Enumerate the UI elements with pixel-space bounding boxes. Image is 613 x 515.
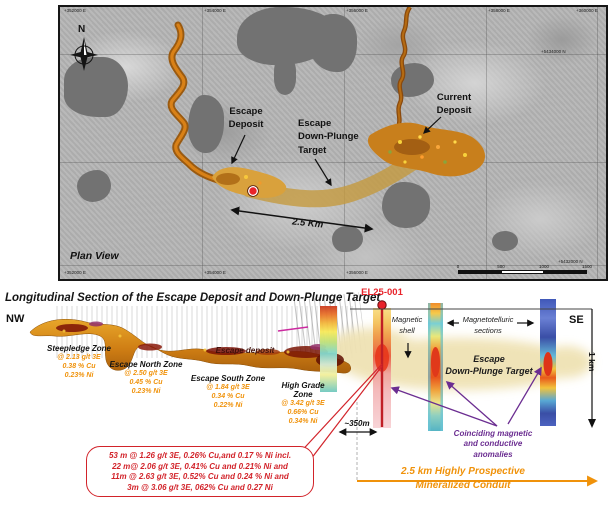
drill-result-line1: 53 m @ 1.26 g/t 3E, 0.26% Cu,and 0.17 % Ni incl. (108, 451, 292, 460)
escape-deposit-dark-patch (216, 173, 240, 185)
coord-top-3: +356000 E (346, 8, 368, 13)
coord-right-2: +5432000 N (558, 259, 583, 264)
scale-segment (544, 270, 587, 274)
zone-name: Zone (293, 390, 313, 399)
coord-bot-3: +356000 E (346, 270, 368, 275)
se-label: SE (569, 314, 584, 326)
magnetic-shell-label (392, 315, 422, 336)
zone-name: Escape South Zone (190, 374, 266, 383)
distance-label-2-5km: 2.5 Km (291, 216, 324, 231)
north-arrow-icon (70, 37, 98, 71)
down-plunge-target-line1: Escape (473, 354, 505, 364)
zone-escape-north (110, 360, 183, 396)
conduit-label (401, 465, 525, 492)
drillhole-label: EL25-001 (361, 287, 403, 298)
escape-deposit-band (171, 25, 218, 180)
drill-result-line2: 22 m@ 2.06 g/t 3E, 0.41% Cu and 0.21% Ni and (112, 461, 288, 471)
zone-cu: 0.34 % Cu (211, 393, 245, 401)
speckle (244, 175, 248, 179)
mt-strip-b-edge (441, 303, 444, 431)
mt-strip-b-core (431, 347, 440, 377)
zone-high-grade (281, 381, 324, 426)
drill-result-line4: 3m @ 3.06 g/t 3E, 062% Cu and 0.27 Ni (127, 482, 273, 492)
anomalies-line3: anomalies (473, 449, 513, 459)
coord-top-1: +352000 E (64, 8, 86, 13)
zone-ni: 0.23% Ni (131, 388, 161, 396)
north-label: N (78, 24, 86, 35)
magnetic-shell-line1: Magnetic (391, 315, 423, 324)
scale-tick-0: 0 (456, 264, 460, 269)
current-deposit-band (398, 7, 410, 127)
escape-deposit-label-line2: Deposit (228, 118, 264, 130)
speckle (258, 181, 261, 184)
zone-escape-south (191, 374, 265, 410)
coord-top-5: +360000 E (576, 8, 598, 13)
drill-collar-marker (249, 187, 258, 196)
zone-name: Escape North Zone (109, 360, 183, 369)
down-plunge-target-line2: Down-Plunge Target (445, 366, 533, 377)
escape-deposit-pointer (232, 135, 245, 163)
down-plunge-target-label (445, 353, 532, 377)
zone-grade: @ 3.42 g/t 3E (281, 400, 325, 407)
zone-grade: @ 2.50 g/t 3E (124, 370, 168, 377)
anomalies-label (454, 429, 533, 460)
scale-segment (501, 270, 544, 274)
anomalies-line1: Coinciding magnetic (453, 429, 533, 438)
coord-right-1: +5434000 N (541, 49, 566, 54)
conduit-line1: 2.5 km Highly Prospective (401, 466, 525, 477)
magnetotelluric-line1: Magnetotelluric (462, 315, 514, 324)
coord-top-4: +358000 E (488, 8, 510, 13)
zone-cu: 0.45 % Cu (129, 379, 163, 387)
zone-ni: 0.34% Ni (288, 418, 318, 426)
magnetotelluric-line2: sections (474, 325, 502, 335)
vertical-scale-label: 1 km (587, 352, 597, 372)
zone-name: Steepledge Zone (46, 344, 112, 353)
escape-deposit-label-line1: Escape (229, 106, 263, 117)
zone-ni: 0.22% Ni (213, 402, 243, 410)
map-scale-bar (456, 264, 593, 275)
mt-strip-b-edge (428, 303, 431, 431)
drill-results-box (86, 446, 314, 497)
anomaly-arrow-1 (392, 388, 497, 426)
scale-tick-500: 500 (497, 264, 505, 269)
nw-label: NW (6, 313, 25, 325)
coord-top-2: +354000 E (204, 8, 226, 13)
escape-deposit-section-label: Escape deposit (215, 346, 275, 355)
conduit-line2: Mineralized Conduit (415, 479, 511, 491)
magnetotelluric-label (463, 315, 514, 336)
coord-bot-1: +352000 E (64, 270, 86, 275)
magnetic-shell-line2: shell (399, 325, 415, 335)
section-title: Longitudinal Section of the Escape Deposit and Down-Plunge Target (5, 292, 381, 304)
down-plunge-label-line1: Escape (298, 118, 332, 129)
zone-ni: 0.23% Ni (64, 372, 94, 380)
drill-result-line3: 11m @ 2.63 g/t 3E, 0.52% Cu and 0.24 % Ni and (111, 472, 289, 482)
anomalies-line2: and conductive (463, 439, 523, 449)
zone-grade: @ 2.13 g/t 3E (57, 354, 101, 361)
mt-strip-a (320, 306, 337, 392)
current-deposit-label-line1: Current (436, 92, 472, 103)
plan-view-map (58, 5, 608, 281)
scale-segment (458, 270, 501, 274)
scale-tick-1000: 1000 (538, 264, 550, 269)
vertical-scale-arrowhead (588, 419, 596, 428)
mt-strip-c-core (544, 352, 553, 376)
scale-tick-1500: 1500 (581, 264, 593, 269)
down-plunge-pointer (315, 159, 331, 185)
down-plunge-label-line3: Target (298, 144, 327, 156)
zone-name: High Grade (281, 381, 325, 390)
zone-cu: 0.66% Cu (287, 409, 319, 417)
zone-grade: @ 1.84 g/t 3E (206, 384, 250, 391)
coord-bot-2: +354000 E (204, 270, 226, 275)
plan-view-label: Plan View (70, 250, 119, 262)
current-deposit-label-line2: Deposit (436, 105, 472, 117)
distance-350m-label: ~350m (344, 419, 370, 428)
down-plunge-label-line2: Down-Plunge (298, 131, 359, 143)
zone-cu: 0.38 % Cu (62, 363, 96, 371)
zone-steepledge (47, 344, 111, 380)
